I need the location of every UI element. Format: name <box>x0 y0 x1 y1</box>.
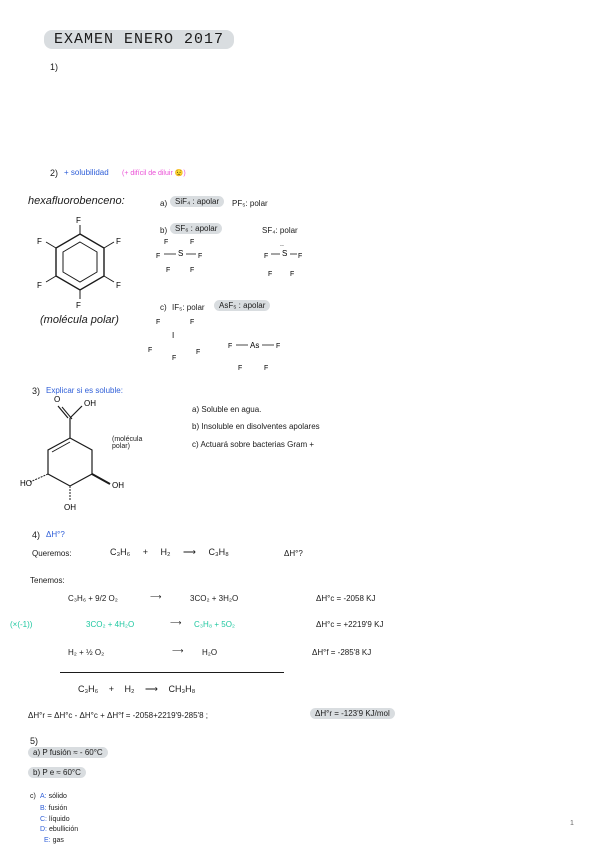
q4-sum-line <box>60 672 284 673</box>
svg-text:F: F <box>190 267 195 274</box>
page-number: 1 <box>570 820 574 827</box>
sf4-structure <box>262 240 312 280</box>
asf5-structure <box>226 330 290 376</box>
q3-answer-a: a) Soluble en agua. <box>192 405 262 414</box>
svg-text:OH: OH <box>64 503 76 512</box>
svg-text:F: F <box>164 239 169 246</box>
svg-text:OH: OH <box>112 481 124 490</box>
q2a-label: a) <box>160 199 168 208</box>
q1-number: 1) <box>50 62 59 72</box>
q2a-pf5: PF₅: polar <box>232 199 268 208</box>
svg-text:F: F <box>264 253 269 260</box>
q4-r1-lhs: C₃H₆ + 9/2 O₂ <box>68 594 118 603</box>
svg-text:F: F <box>228 343 233 350</box>
svg-text:F: F <box>264 365 269 372</box>
q5-answer-c: c) <box>30 793 36 800</box>
q4-r2-lhs: 3CO₂ + 4H₂O <box>86 620 135 629</box>
svg-text:F: F <box>198 253 203 260</box>
q4-tenemos-label: Tenemos: <box>30 576 65 585</box>
q2-number: 2) <box>50 168 59 178</box>
q2a-sif4: SiF₄ : apolar <box>170 196 224 207</box>
svg-text:I: I <box>172 331 175 340</box>
svg-text:F: F <box>276 343 281 350</box>
svg-text:F: F <box>76 216 81 225</box>
q4-r1-arrow: ⟶ <box>150 592 162 601</box>
sf6-structure <box>152 236 212 276</box>
svg-text:F: F <box>172 355 177 362</box>
q4-r2-rhs: C₃H₈ + 5O₂ <box>194 620 236 629</box>
svg-text:F: F <box>290 271 295 278</box>
q4-r3-arrow: ⟶ <box>172 646 184 655</box>
q5-item-e: E: gas <box>44 837 64 844</box>
svg-text:F: F <box>76 301 81 310</box>
q5-item-b: B: fusión <box>40 805 68 812</box>
q4-r3-rhs: H₂O <box>202 648 218 657</box>
svg-text:S: S <box>178 249 184 258</box>
q2c-label: c) <box>160 303 167 312</box>
q4-factor: (×(-1)) <box>10 620 33 629</box>
q5-number: 5) <box>30 736 39 746</box>
q4-r3-lhs: H₂ + ½ O₂ <box>68 648 105 657</box>
q2b-sf4: SF₄: polar <box>262 226 298 235</box>
q3-molecule-note: (molécula polar) <box>112 436 143 450</box>
svg-text:F: F <box>196 349 201 356</box>
q2b-label: b) <box>160 226 168 235</box>
q2c-asf5: AsF₅ : apolar <box>214 300 270 311</box>
q4-queremos-equation: C₃H₆ + H₂ ⟶ C₃H₈ <box>110 547 229 557</box>
svg-text:O: O <box>54 395 61 404</box>
svg-text:F: F <box>37 237 42 246</box>
svg-text:F: F <box>238 365 243 372</box>
q4-result: ΔH°r = -123'9 KJ/mol <box>310 708 395 719</box>
svg-text:OH: OH <box>84 399 96 408</box>
q4-r2-arrow: ⟶ <box>170 618 182 627</box>
svg-text:F: F <box>156 319 161 326</box>
q2c-if5: IF₅: polar <box>172 303 205 312</box>
svg-text:HO: HO <box>20 479 32 488</box>
svg-text:F: F <box>116 237 121 246</box>
svg-text:F: F <box>298 253 303 260</box>
hexa-label: hexafluorobenceno: <box>28 195 125 207</box>
hexafluorobenzene-structure <box>30 216 140 310</box>
q4-queremos-label: Queremos: <box>32 549 72 558</box>
q4-r2-dh: ΔH°c = +2219'9 KJ <box>316 620 384 629</box>
if5-structure <box>144 316 208 362</box>
q4-heading: ΔH°? <box>46 530 65 539</box>
q3-answer-b: b) Insoluble en disolventes apolares <box>192 422 320 431</box>
svg-text:F: F <box>166 267 171 274</box>
q4-sum-equation: C₃H₆ + H₂ ⟶ CH₃H₈ <box>78 684 196 694</box>
svg-text:F: F <box>190 239 195 246</box>
q5-item-c: C: líquido <box>40 816 70 823</box>
q2-heading: + solubilidad <box>64 168 109 177</box>
q4-r1-dh: ΔH°c = -2058 KJ <box>316 594 376 603</box>
svg-text:F: F <box>268 271 273 278</box>
q3-number: 3) <box>32 386 41 396</box>
q4-final-equation: ΔH°r = ΔH°c - ΔH°c + ΔH°f = -2058+2219'9-285'8 ; <box>28 711 208 720</box>
q5-item-a: A: sólido <box>40 793 67 800</box>
svg-text:F: F <box>148 347 153 354</box>
q5-answer-a: a) P fusión ≈ - 60°C <box>28 747 108 758</box>
svg-text:As: As <box>250 341 260 350</box>
q2-note: (+ difícil de diluir 😟) <box>122 170 186 177</box>
q5-item-d: D: ebullición <box>40 826 79 833</box>
svg-text:S: S <box>282 249 288 258</box>
q5-answer-b: b) P e ≈ 60°C <box>28 767 86 778</box>
page-title: EXAMEN ENERO 2017 <box>44 30 234 49</box>
q2b-sf6: SF₆ : apolar <box>170 223 222 234</box>
q4-queremos-dh: ΔH°? <box>284 549 303 558</box>
svg-text:F: F <box>190 319 195 326</box>
q3-heading: Explicar si es soluble: <box>46 386 123 395</box>
shikimic-acid-structure <box>20 392 140 512</box>
q4-number: 4) <box>32 530 41 540</box>
svg-text:..: .. <box>280 241 284 248</box>
q4-r1-rhs: 3CO₂ + 3H₂O <box>190 594 239 603</box>
svg-text:F: F <box>156 253 161 260</box>
hexa-conclusion: (molécula polar) <box>40 314 119 326</box>
svg-text:F: F <box>116 281 121 290</box>
svg-text:F: F <box>37 281 42 290</box>
q4-r3-dh: ΔH°f = -285'8 KJ <box>312 648 372 657</box>
q3-answer-c: c) Actuará sobre bacterias Gram + <box>192 440 315 449</box>
